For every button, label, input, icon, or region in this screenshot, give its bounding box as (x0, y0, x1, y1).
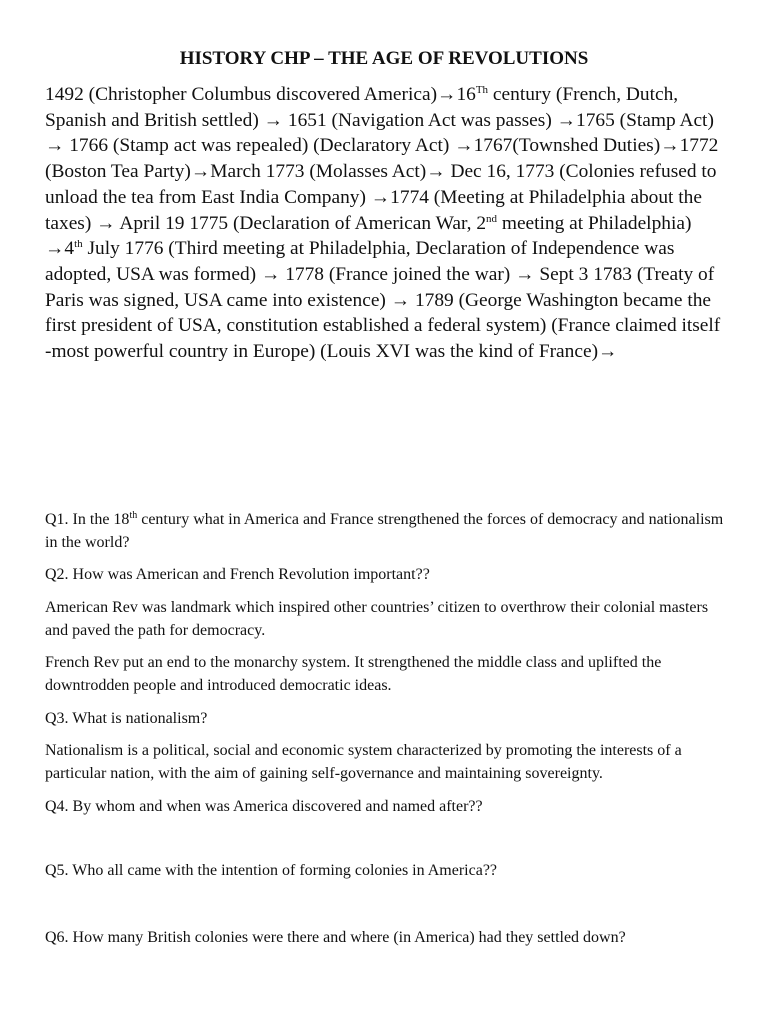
arrow-icon: → (96, 212, 116, 234)
timeline-1776: 4 (64, 238, 75, 260)
timeline-1778: 1778 (France joined the war) (280, 263, 516, 285)
timeline-1776-text: July 1776 (Third meeting at Philadelphia, Declaration of Independence was adopted, USA was formed) (45, 238, 675, 285)
question-1-text-cont: century what in America and France strengthened the forces of democracy and nationalism in the world? (45, 511, 724, 551)
timeline-march-1773: March 1773 (Molasses Act) (210, 161, 427, 183)
timeline-1766: 1766 (Stamp act was repealed) (Declaratory Act) (64, 135, 455, 157)
timeline-1774: 1774 (Meeting at Philadelphia about the taxes) (45, 186, 702, 234)
arrow-icon: → (45, 238, 65, 260)
arrow-icon: → (370, 186, 391, 208)
timeline-1775: April 19 1775 (Declaration of American War, 2 (115, 212, 487, 234)
timeline-1789: 1789 (George Washington became the first president of USA, constitution established a federal system) (France claimed itself -most powerful country in Europe) (Louis XVI was the kind of France) (45, 289, 721, 363)
question-3: Q3. What is nationalism? (45, 710, 208, 727)
timeline-16th-century-text: century (French, Dutch, Spanish and British settled) (45, 84, 679, 131)
answer-2-french: French Rev put an end to the monarchy system. It strengthened the middle class and uplifted the downtrodden people and introduced democratic ideas. (45, 654, 662, 694)
question-4: Q4. By whom and when was America discovered and named after?? (45, 798, 483, 815)
arrow-icon: → (190, 161, 211, 183)
arrow-icon: → (660, 135, 680, 157)
superscript: Th (475, 84, 489, 96)
timeline-1765: 1765 (Stamp Act) (576, 109, 714, 131)
superscript: th (74, 238, 83, 251)
superscript: th (129, 510, 138, 521)
timeline-dec-1773: Dec 16, 1773 (Colonies refused to unload the tea from East India Company) (45, 161, 717, 208)
timeline-1775-text: meeting at Philadelphia) (497, 212, 692, 234)
timeline-1651: 1651 (Navigation Act was passes) (283, 109, 557, 131)
question-6: Q6. How many British colonies were there and where (in America) had they settled down? (45, 929, 626, 946)
timeline-1772: 1772 (Boston Tea Party) (45, 135, 719, 183)
arrow-icon: → (598, 341, 618, 363)
arrow-icon: → (390, 289, 411, 311)
arrow-icon: → (260, 263, 281, 285)
question-1 (45, 508, 730, 554)
question-5: Q5. Who all came with the intention of forming colonies in America?? (45, 862, 498, 879)
answer-3: Nationalism is a political, social and economic system characterized by promoting the interests of a particular nation, with the aim of gaining self-governance and maintaining sovereignty. (45, 742, 682, 782)
arrow-icon: → (556, 109, 577, 131)
question-2: Q2. How was American and French Revolution important?? (45, 566, 430, 583)
timeline-1767: 1767(Townshed Duties) (473, 135, 661, 157)
superscript: nd (486, 212, 498, 225)
arrow-icon: → (454, 135, 474, 157)
arrow-icon: → (426, 161, 446, 183)
arrow-icon: → (263, 109, 284, 131)
timeline-paragraph (45, 82, 725, 365)
timeline-1492: 1492 (Christopher Columbus discovered America) (45, 84, 438, 105)
page-title: HISTORY CHP – THE AGE OF REVOLUTIONS (179, 48, 589, 69)
timeline-16th-century: 16 (456, 84, 476, 105)
arrow-icon: → (437, 84, 457, 105)
question-1-text: Q1. In the 18 (45, 511, 130, 528)
answer-2-american: American Rev was landmark which inspired other countries’ citizen to overthrow their colonial masters and paved the path for democracy. (45, 599, 709, 639)
timeline-1783: Sept 3 1783 (Treaty of Paris was signed, USA came into existence) (45, 263, 715, 311)
arrow-icon: → (45, 135, 65, 157)
arrow-icon: → (515, 263, 535, 285)
